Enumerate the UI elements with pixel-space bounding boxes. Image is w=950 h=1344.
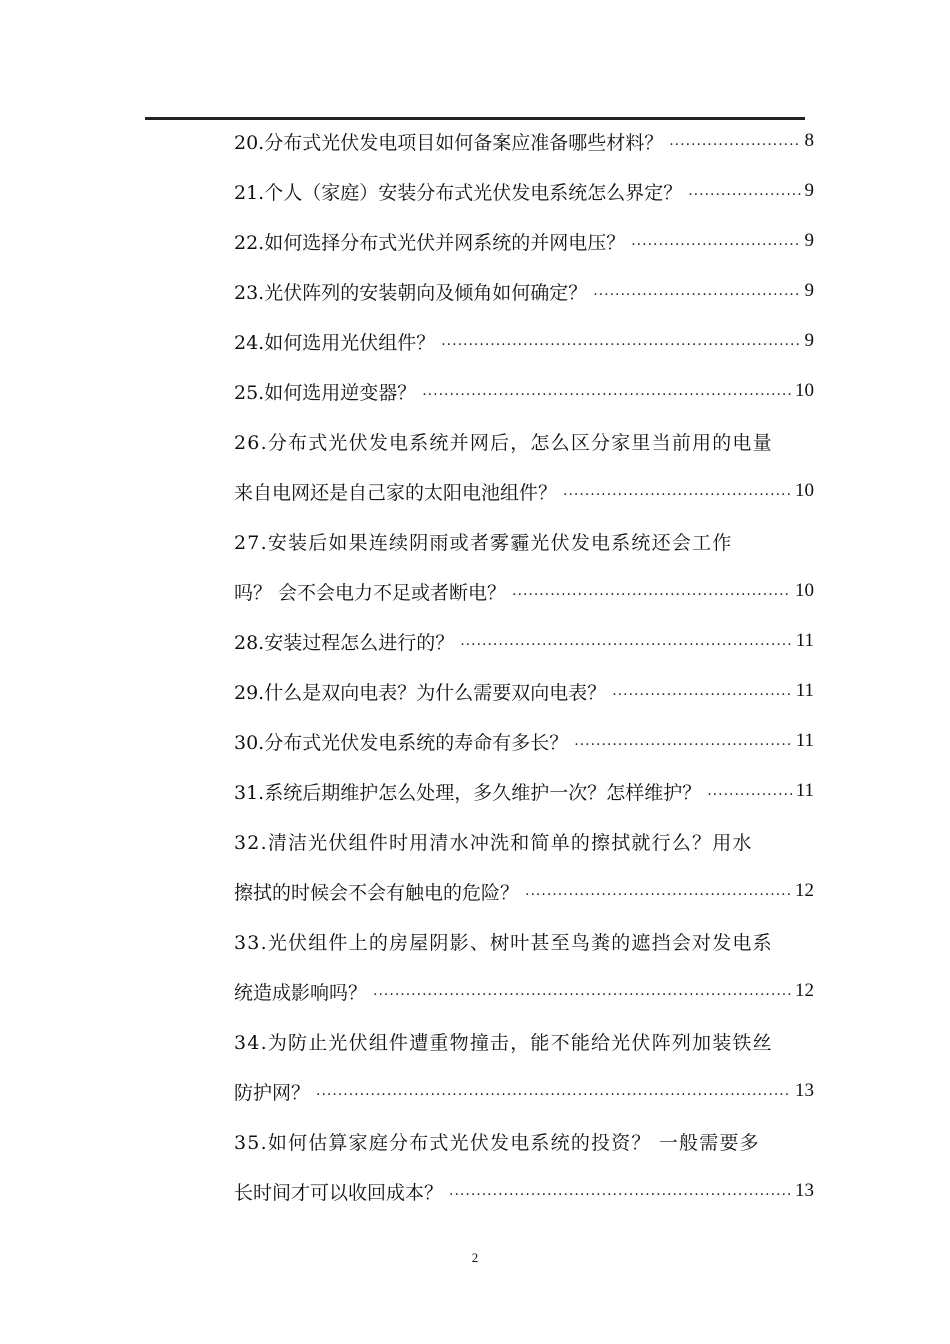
dot-leader bbox=[563, 481, 791, 501]
toc-entry-text: 25.如何选用逆变器？ bbox=[234, 381, 417, 404]
dot-leader bbox=[612, 681, 791, 701]
dot-leader bbox=[574, 731, 791, 751]
toc-entry-text: 吗？ 会不会电力不足或者断电？ bbox=[234, 581, 507, 604]
toc-line bbox=[234, 516, 814, 566]
toc-line bbox=[234, 566, 814, 616]
toc-page-number: 10 bbox=[795, 380, 814, 401]
toc-page-number: 12 bbox=[795, 980, 814, 1001]
toc-line bbox=[234, 816, 814, 866]
dot-leader bbox=[449, 1181, 791, 1201]
toc-page-number: 12 bbox=[795, 880, 814, 901]
toc-entry-text: 长时间才可以收回成本？ bbox=[234, 1181, 444, 1204]
toc-line bbox=[234, 866, 814, 916]
dot-leader bbox=[525, 881, 791, 901]
toc-line bbox=[234, 1016, 814, 1066]
toc-page-number: 10 bbox=[795, 480, 814, 501]
toc-entry-text: 24.如何选用光伏组件？ bbox=[234, 331, 436, 354]
toc-line bbox=[234, 1116, 814, 1166]
toc-line bbox=[234, 666, 814, 716]
toc-entry-text: 统造成影响吗？ bbox=[234, 981, 368, 1004]
toc-entry-text: 32.清洁光伏组件时用清水冲洗和简单的擦拭就行么？用水 bbox=[234, 831, 753, 854]
toc-entry-text: 31.系统后期维护怎么处理，多久维护一次？怎样维护？ bbox=[234, 781, 702, 804]
dot-leader bbox=[373, 981, 791, 1001]
toc-entry-text: 29.什么是双向电表？为什么需要双向电表？ bbox=[234, 681, 607, 704]
toc-entry-text: 22.如何选择分布式光伏并网系统的并网电压？ bbox=[234, 231, 626, 254]
dot-leader bbox=[422, 381, 791, 401]
toc-entry-text: 34.为防止光伏组件遭重物撞击，能不能给光伏阵列加装铁丝 bbox=[234, 1031, 773, 1054]
toc-page-number: 11 bbox=[795, 680, 814, 701]
toc-entry-text: 28.安装过程怎么进行的？ bbox=[234, 631, 455, 654]
toc-page-number: 9 bbox=[804, 180, 814, 201]
table-of-contents bbox=[234, 116, 814, 1216]
toc-entry-text: 20.分布式光伏发电项目如何备案应准备哪些材料？ bbox=[234, 131, 664, 154]
toc-line bbox=[234, 316, 814, 366]
toc-page-number: 10 bbox=[795, 580, 814, 601]
toc-line bbox=[234, 266, 814, 316]
toc-entry-text: 擦拭的时候会不会有触电的危险？ bbox=[234, 881, 520, 904]
toc-page-number: 9 bbox=[804, 280, 814, 301]
toc-page-number: 11 bbox=[795, 730, 814, 751]
toc-line bbox=[234, 1066, 814, 1116]
toc-entry-text: 23.光伏阵列的安装朝向及倾角如何确定？ bbox=[234, 281, 588, 304]
dot-leader bbox=[688, 181, 800, 201]
toc-line bbox=[234, 616, 814, 666]
dot-leader bbox=[512, 581, 791, 601]
toc-line bbox=[234, 1166, 814, 1216]
toc-entry-text: 21.个人（家庭）安装分布式光伏发电系统怎么界定？ bbox=[234, 181, 683, 204]
toc-page-number: 11 bbox=[795, 780, 814, 801]
toc-entry-text: 来自电网还是自己家的太阳电池组件？ bbox=[234, 481, 558, 504]
toc-line bbox=[234, 716, 814, 766]
toc-line bbox=[234, 966, 814, 1016]
toc-line bbox=[234, 916, 814, 966]
toc-line bbox=[234, 166, 814, 216]
toc-entry-text: 30.分布式光伏发电系统的寿命有多长？ bbox=[234, 731, 569, 754]
toc-entry-text: 33.光伏组件上的房屋阴影、树叶甚至鸟粪的遮挡会对发电系 bbox=[234, 931, 773, 954]
dot-leader bbox=[669, 131, 800, 151]
toc-entry-text: 35.如何估算家庭分布式光伏发电系统的投资？ 一般需要多 bbox=[234, 1131, 760, 1154]
toc-page-number: 9 bbox=[804, 330, 814, 351]
dot-leader bbox=[593, 281, 800, 301]
dot-leader bbox=[441, 331, 800, 351]
dot-leader bbox=[460, 631, 791, 651]
toc-page-number: 8 bbox=[804, 130, 814, 151]
toc-page-number: 13 bbox=[795, 1180, 814, 1201]
dot-leader bbox=[316, 1081, 791, 1101]
toc-line bbox=[234, 466, 814, 516]
toc-entry-text: 防护网？ bbox=[234, 1081, 311, 1104]
toc-page-number: 13 bbox=[795, 1080, 814, 1101]
dot-leader bbox=[707, 781, 791, 801]
dot-leader bbox=[631, 231, 800, 251]
toc-line bbox=[234, 766, 814, 816]
toc-line bbox=[234, 366, 814, 416]
toc-entry-text: 26.分布式光伏发电系统并网后，怎么区分家里当前用的电量 bbox=[234, 431, 773, 454]
toc-page-number: 11 bbox=[795, 630, 814, 651]
page-number: 2 bbox=[471, 1250, 479, 1265]
toc-line bbox=[234, 216, 814, 266]
toc-line bbox=[234, 116, 814, 166]
toc-entry-text: 27.安装后如果连续阴雨或者雾霾光伏发电系统还会工作 bbox=[234, 531, 733, 554]
toc-page-number: 9 bbox=[804, 230, 814, 251]
toc-line bbox=[234, 416, 814, 466]
